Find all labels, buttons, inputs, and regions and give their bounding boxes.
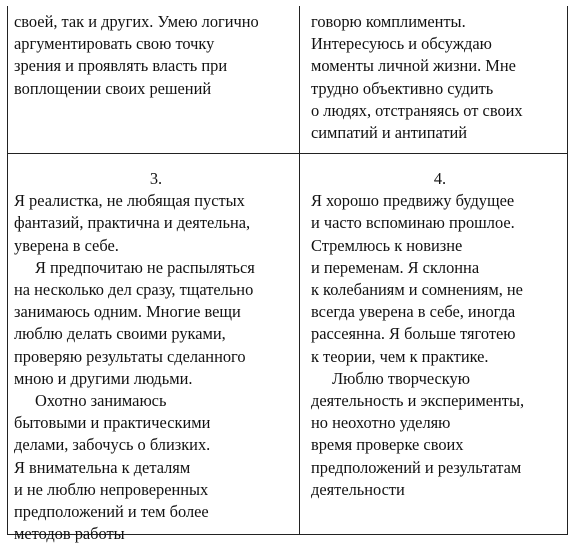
text-line: Интересуюсь и обсуждаю: [311, 34, 492, 54]
table-cell-1: [14, 11, 298, 100]
text-line: деятельности: [311, 479, 405, 499]
text-line: Стремлюсь к новизне: [311, 235, 463, 255]
text-line: всегда уверена в себе, иногда: [311, 302, 516, 322]
text-line: занимаюсь одним. Многие вещи: [14, 302, 241, 322]
text-line: моменты личной жизни. Мне: [311, 56, 516, 76]
text-line: Я хорошо предвижу будущее: [311, 191, 515, 211]
text-line: предположений и результатам: [311, 457, 522, 477]
row-divider: [8, 153, 567, 154]
text-line: Люблю творческую: [332, 368, 470, 388]
text-line: люблю делать своими руками,: [14, 324, 226, 344]
cell-number: 3.: [149, 169, 163, 188]
text-line: мною и другими людьми.: [14, 368, 193, 388]
text-line: проверяю результаты сделанного: [14, 346, 246, 366]
text-line: и переменам. Я склонна: [311, 257, 480, 277]
text-line: на несколько дел сразу, тщательно: [14, 280, 254, 300]
text-line: делами, забочусь о близких.: [14, 435, 211, 455]
text-line: к колебаниям и сомнениям, не: [311, 280, 523, 300]
column-divider: [299, 6, 300, 534]
text-line: и не люблю непроверенных: [14, 479, 209, 499]
text-line: методов работы: [14, 524, 125, 544]
text-line: бытовыми и практическими: [14, 413, 211, 433]
text-line: предположений и тем более: [14, 502, 209, 522]
text-line: Я внимательна к деталям: [14, 457, 191, 477]
text-line: время проверке своих: [311, 435, 464, 455]
text-line: Охотно занимаюсь: [35, 391, 167, 411]
text-line: воплощении своих решений: [14, 78, 212, 98]
text-line: но неохотно уделяю: [311, 413, 451, 433]
text-line: зрения и проявлять власть при: [14, 56, 228, 76]
text-line: рассеянна. Я больше тяготею: [311, 324, 516, 344]
text-line: о людях, отстраняясь от своих: [311, 100, 523, 120]
table-cell-2: [311, 11, 569, 144]
text-line: деятельность и эксперименты,: [311, 391, 525, 411]
text-line: трудно объективно судить: [311, 78, 494, 98]
text-line: симпатий и антипатий: [311, 123, 468, 143]
text-line: уверена в себе.: [14, 235, 119, 255]
table-cell-3: [14, 168, 298, 545]
text-line: говорю комплименты.: [311, 12, 466, 31]
text-line: Я реалистка, не любящая пустых: [14, 191, 245, 211]
text-line: и часто вспоминаю прошлое.: [311, 213, 515, 233]
text-line: фантазий, практична и деятельна,: [14, 213, 251, 233]
text-line: Я предпочитаю не распыляться: [35, 257, 255, 277]
personality-type-table: [7, 6, 568, 544]
text-line: своей, так и других. Умею логично: [14, 12, 259, 31]
text-line: к теории, чем к практике.: [311, 346, 489, 366]
text-line: аргументировать свою точку: [14, 34, 215, 54]
table-cell-4: [311, 168, 569, 501]
cell-number: 4.: [433, 169, 447, 188]
